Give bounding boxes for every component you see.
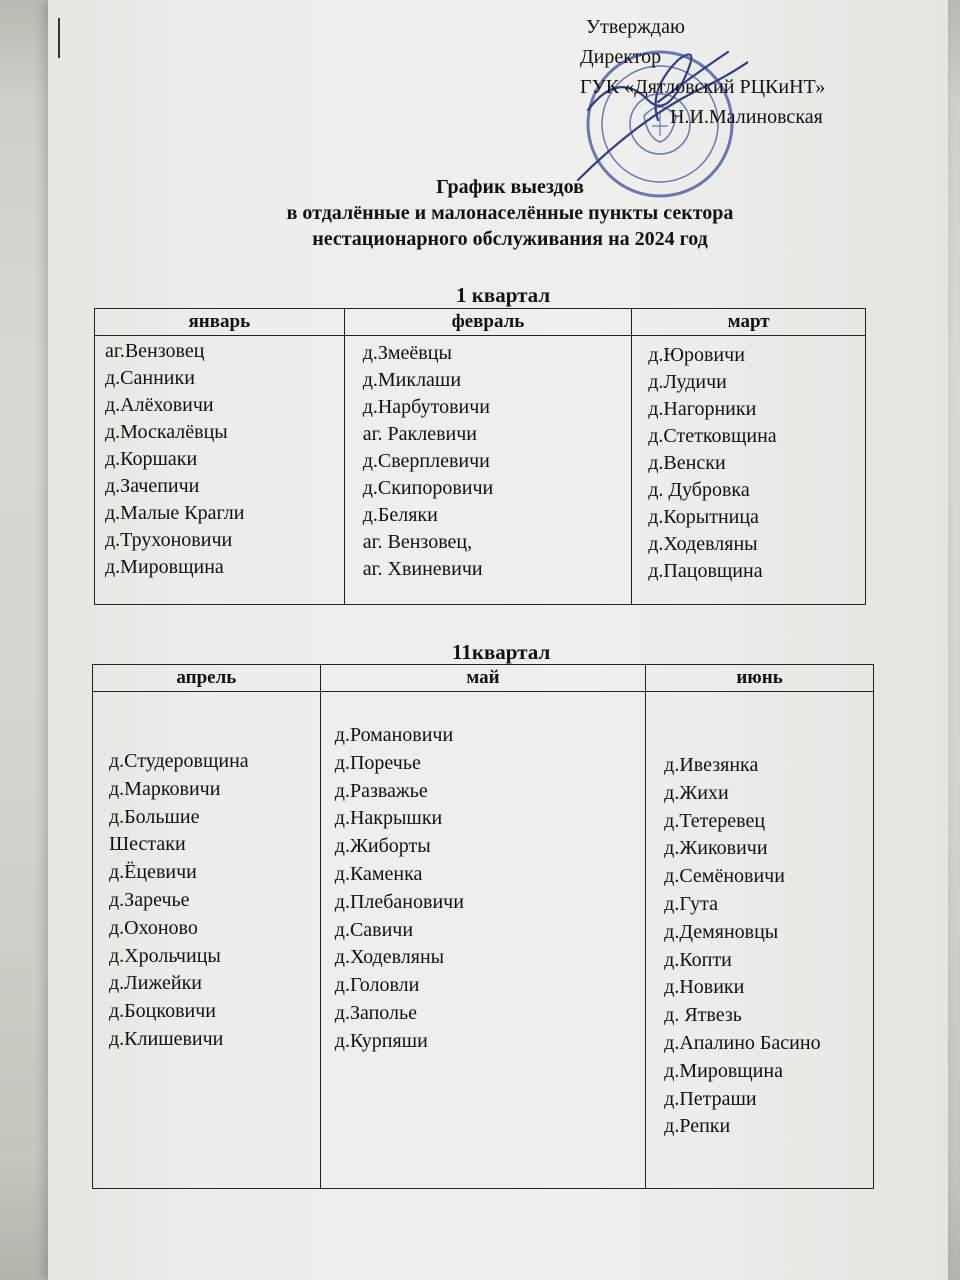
place-item: д.Копти: [664, 948, 732, 971]
month-cell-june: [646, 692, 874, 1189]
month-cell-may: [320, 692, 645, 1189]
title-line-3: нестационарного обслуживания на 2024 год: [312, 228, 708, 250]
place-item: д.Скипоровичи: [362, 477, 494, 499]
quarter2-title: 11квартал: [452, 640, 551, 664]
place-item: д.Новики: [664, 976, 745, 999]
place-item: д.Репки: [664, 1115, 731, 1138]
place-item: д.Накрышки: [334, 807, 443, 830]
place-list-january: [105, 338, 344, 581]
place-item: д.Корытница: [648, 506, 759, 528]
quarter2-header-row: [93, 665, 874, 692]
place-item: д.Миклаши: [362, 369, 462, 391]
place-item: аг. Раклевичи: [362, 423, 477, 445]
place-item: д.Курпяши: [334, 1029, 428, 1052]
approval-approved: Утверждаю: [586, 16, 685, 38]
place-item: д.Сверплевичи: [362, 450, 490, 472]
place-item: д.Хрольчицы: [109, 944, 221, 967]
place-item: д.Жихи: [664, 781, 729, 804]
place-item: д.Жиковичи: [664, 837, 768, 860]
place-item: д.Головли: [334, 974, 420, 997]
place-item: д.Пацовщина: [648, 560, 763, 582]
place-item: д.Плебановичи: [334, 890, 464, 913]
place-item: д.Мировщина: [664, 1059, 783, 1082]
place-item: д.Охоново: [109, 916, 198, 939]
month-cell-january: [95, 336, 345, 605]
month-cell-february: [344, 336, 632, 605]
place-item: д.Зачепичи: [105, 475, 200, 497]
place-item: д.Поречье: [334, 751, 421, 774]
place-item: д. Ятвезь: [664, 1004, 742, 1027]
place-item: аг.Вензовец: [105, 340, 205, 362]
place-item: д.Малые Крагли: [105, 502, 245, 524]
place-item: д.Юровичи: [648, 344, 745, 366]
approval-organization: ГУК «Дятловский РЦКиНТ»: [580, 76, 826, 98]
place-item: д.Стетковщина: [648, 425, 777, 447]
place-item: д.Савичи: [334, 918, 414, 941]
place-item: д.Нагорники: [648, 398, 757, 420]
place-item: д.Змеёвцы: [362, 342, 452, 364]
place-item: д.Марковичи: [109, 777, 221, 800]
place-list-march: [648, 342, 865, 585]
place-item: д.Боцковичи: [109, 1000, 216, 1023]
place-item: д.Нарбутовичи: [362, 396, 490, 418]
place-item: д.Лудичи: [648, 371, 727, 393]
place-item: д.Трухоновичи: [105, 529, 233, 551]
place-item: д.Заречье: [109, 888, 190, 911]
month-header-february: февраль: [344, 309, 632, 336]
place-item: д.Санники: [105, 367, 195, 389]
place-item: Шестаки: [109, 833, 186, 856]
place-item: д.Петраши: [664, 1087, 757, 1110]
title-line-1: График выездов: [436, 176, 584, 198]
place-item: д. Дубровка: [648, 479, 750, 501]
month-cell-april: [93, 692, 321, 1189]
place-list-february: [363, 340, 632, 583]
place-item: д.Семёновичи: [664, 865, 785, 888]
place-item: д.Лижейки: [109, 972, 202, 995]
place-item: д.Мировщина: [105, 556, 224, 578]
place-item: д.Тетеревец: [664, 809, 766, 832]
place-item: аг. Вензовец,: [362, 531, 473, 553]
quarter2-table: [92, 664, 874, 1189]
approval-position: Директор: [580, 46, 662, 68]
place-item: аг. Хвиневичи: [362, 558, 483, 580]
place-item: д.Клишевичи: [109, 1027, 224, 1050]
edge-mark: [58, 18, 60, 58]
quarter1-header-row: [95, 309, 866, 336]
place-item: д.Ёцевичи: [109, 861, 197, 884]
quarter2-body-row: [93, 692, 874, 1189]
place-item: д.Алёховичи: [105, 394, 214, 416]
place-item: д.Демяновцы: [664, 920, 779, 943]
quarter1-body-row: [95, 336, 866, 605]
place-item: д.Разважье: [334, 779, 428, 802]
place-item: д.Жиборты: [334, 835, 431, 858]
month-header-march: март: [632, 309, 866, 336]
place-item: д.Гута: [664, 892, 718, 915]
place-item: д.Каменка: [334, 862, 423, 885]
place-item: д.Москалёвцы: [105, 421, 228, 443]
place-list-june: [664, 752, 873, 1141]
place-item: д.Ходевляны: [334, 946, 445, 969]
month-header-june: июнь: [646, 665, 874, 692]
place-list-april: [109, 748, 320, 1054]
place-item: д.Ходевляны: [648, 533, 758, 555]
place-item: д.Романовичи: [334, 724, 454, 746]
place-item: д.Венски: [648, 452, 726, 474]
place-list-may: [335, 722, 645, 1056]
place-item: д.Студеровщина: [109, 750, 249, 772]
quarter1-table: [94, 308, 866, 605]
month-header-april: апрель: [93, 665, 321, 692]
title-line-2: в отдалённые и малонаселённые пункты сектора: [286, 202, 734, 224]
month-header-january: январь: [95, 309, 345, 336]
place-item: д.Заполье: [334, 1001, 417, 1024]
month-cell-march: [632, 336, 866, 605]
place-item: д.Большие: [109, 805, 200, 828]
place-item: д.Апалино Басино: [664, 1031, 821, 1054]
place-item: д.Ивезянка: [664, 754, 759, 776]
approval-block: [580, 12, 825, 132]
place-item: д.Беляки: [362, 504, 438, 526]
approval-signatory: Н.И.Малиновская: [670, 106, 823, 128]
place-item: д.Коршаки: [105, 448, 198, 470]
document-title: [120, 174, 900, 252]
quarter1-title: 1 квартал: [456, 283, 551, 307]
month-header-may: май: [320, 665, 645, 692]
